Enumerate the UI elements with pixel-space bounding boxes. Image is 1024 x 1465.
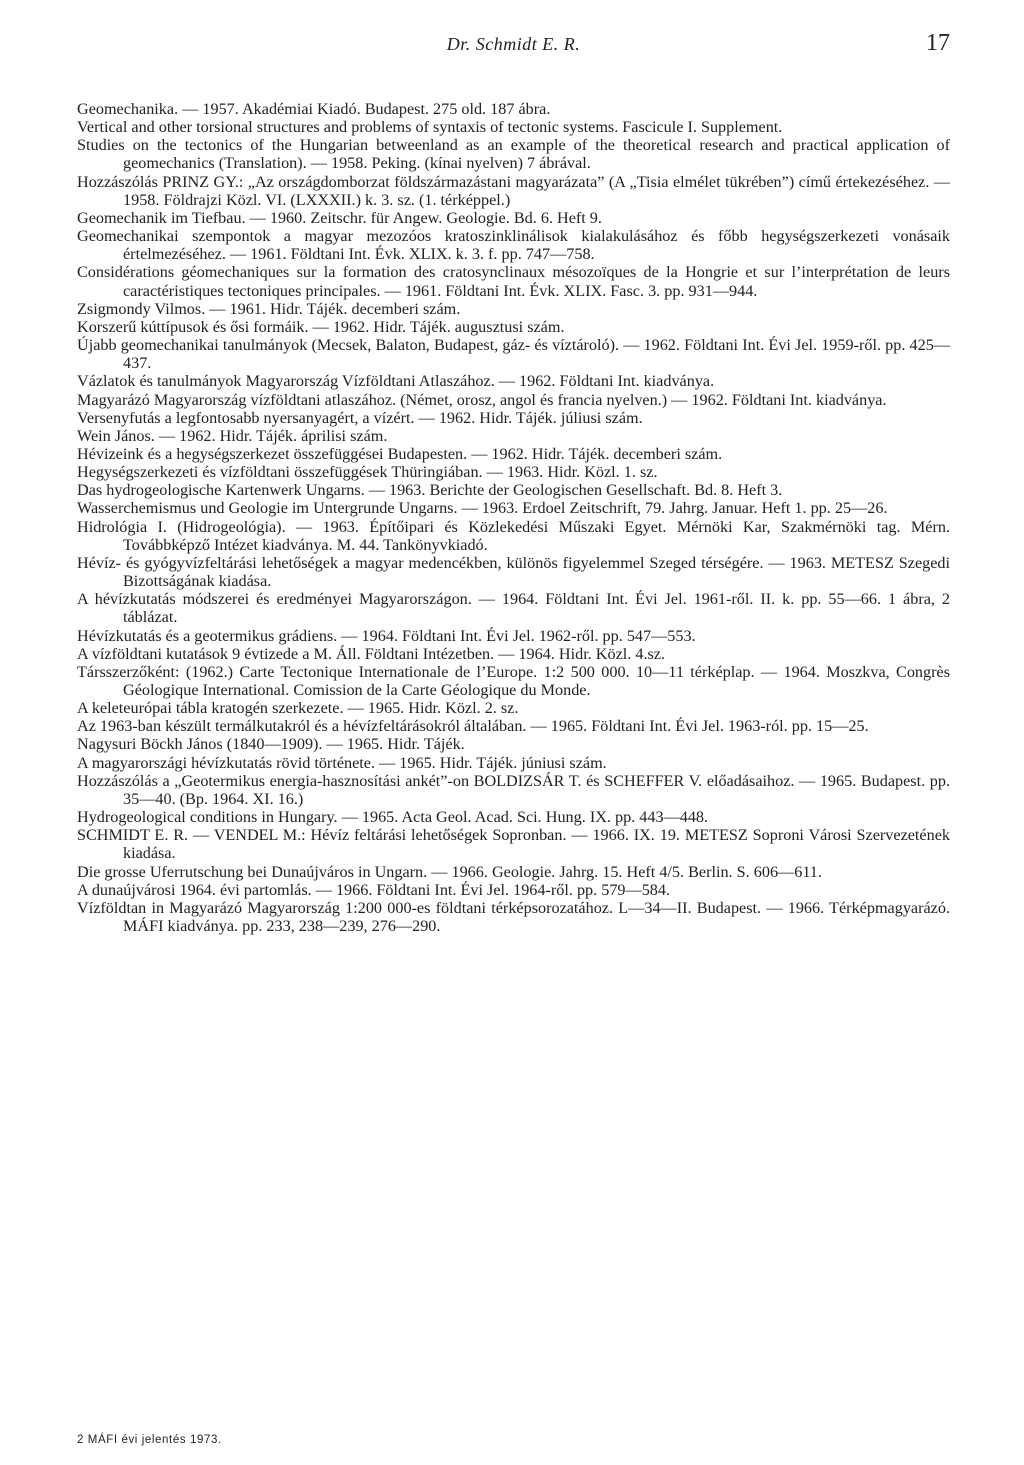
bibliography-entry: A hévízkutatás módszerei és eredményei Magyarországon. — 1964. Földtani Int. Évi Jel. 1961-ről. II. k. pp. 55—66. 1 ábra, 2 táblázat. <box>77 590 955 627</box>
bibliography-entry: A vízföldtani kutatások 9 évtizede a M. Áll. Földtani Intézetben. — 1964. Hidr. Közl. 4.sz. <box>77 644 666 663</box>
bibliography-entry: SCHMIDT E. R. — VENDEL M.: Hévíz feltárási lehetőségek Sopronban. — 1966. IX. 19. METESZ Soproni Városi Szervezetének kiadása. <box>77 826 955 863</box>
bibliography-entry: Hegységszerkezeti és vízföldtani összefüggések Thüringiában. — 1963. Hidr. Közl. 1. sz. <box>77 463 658 482</box>
page-number: 17 <box>926 30 950 56</box>
page-header <box>77 30 950 64</box>
bibliography-entry: Hozzászólás a „Geotermikus energia-hasznosítási ankét”-on BOLDIZSÁR T. és SCHEFFER V. előadásaihoz. — 1965. Budapest. pp. 35—40. (Bp. 1964. XI. 16.) <box>77 771 955 808</box>
bibliography-entry: Wasserchemismus und Geologie im Untergrunde Ungarns. — 1963. Erdoel Zeitschrift, 79. Jahrg. Januar. Heft 1. pp. 25—26. <box>77 499 888 518</box>
bibliography-entry: Hévíz- és gyógyvízfeltárási lehetőségek a magyar medencékben, különös figyelemmel Szeged térségére. — 1963. METESZ Szegedi Bizottságának kiadása. <box>77 553 955 591</box>
bibliography-entry: Geomechanik im Tiefbau. — 1960. Zeitschr. für Angew. Geologie. Bd. 6. Heft 9. <box>77 208 602 227</box>
bibliography-entry: Die grosse Uferrutschung bei Dunaújváros in Ungarn. — 1966. Geologie. Jahrg. 15. Heft 4/5. Berlin. S. 606—611. <box>77 862 822 881</box>
bibliography-entry: Vertical and other torsional structures and problems of syntaxis of tectonic systems. Fascicule I. Supplement. <box>77 118 783 137</box>
bibliography-entry: Magyarázó Magyarország vízföldtani atlaszához. (Német, orosz, angol és francia nyelven.) — 1962. Földtani Int. kiadványa. <box>77 390 887 409</box>
bibliography-entry: Considérations géomechaniques sur la formation des cratosynclinaux mésozoïques de la Hongrie et sur l’interprétation de leurs caractéristiques tectoniques principales. — 1961. Földtani Int. Évk. XLIX. Fasc. 3. pp. 931—944. <box>77 263 955 300</box>
bibliography-entry: Studies on the tectonics of the Hungarian betweenland as an example of the theoretical research and practical application of geomechanics (Translation). — 1958. Peking. (kínai nyelven) 7 ábrával. <box>77 136 955 173</box>
bibliography-entry: Hidrológia I. (Hidrogeológia). — 1963. Építőipari és Közlekedési Műszaki Egyet. Mérnöki Kar, Szakmérnöki tag. Mérn. Továbbképző Intézet kiadványa. M. 44. Tankönyvkiadó. <box>77 517 954 554</box>
bibliography-entry: Társszerzőként: (1962.) Carte Tectonique Internationale de l’Europe. 1:2 500 000. 10—11 térképlap. — 1964. Moszkva, Congrès Géologique International. Comission de la Carte Géologique du Monde. <box>77 662 955 699</box>
bibliography-entry: Zsigmondy Vilmos. — 1961. Hidr. Tájék. decemberi szám. <box>77 299 461 318</box>
bibliography-entry: Geomechanikai szempontok a magyar mezozóos kratoszinklinálisok kialakulásához és főbb hegységszerkezeti vonásaik értelmezéséhez. — 1961. Földtani Int. Évk. XLIX. k. 3. f. pp. 747—758. <box>77 227 955 264</box>
running-head: Dr. Schmidt E. R. <box>446 34 581 54</box>
bibliography-entry: Újabb geomechanikai tanulmányok (Mecsek, Balaton, Budapest, gáz- és víztároló). — 1962. Földtani Int. Évi Jel. 1959-ről. pp. 425—437. <box>77 336 950 373</box>
bibliography-entry: Hozzászólás PRINZ GY.: „Az országdomborzat földszármazástani magyarázata” (A „Tisia elmélet tükrében”) című értekezéséhez. — 1958. Földrajzi Közl. VI. (LXXXII.) k. 3. sz. (1. térképpel.) <box>77 172 955 209</box>
bibliography-entry: A keleteurópai tábla kratogén szerkezete. — 1965. Hidr. Közl. 2. sz. <box>77 699 519 718</box>
bibliography-entry: Versenyfutás a legfontosabb nyersanyagért, a vízért. — 1962. Hidr. Tájék. júliusi szám. <box>77 408 643 427</box>
bibliography-entry: Nagysuri Böckh János (1840—1909). — 1965. Hidr. Tájék. <box>77 735 465 754</box>
bibliography-entry: Vízföldtan in Magyarázó Magyarország 1:200 000-es földtani térképsorozatához. L—34—II. Budapest. — 1966. Térképmagyarázó. MÁFI kiadványa. pp. 233, 238—239, 276—290. <box>77 898 955 936</box>
bibliography-entry: Hydrogeological conditions in Hungary. — 1965. Acta Geol. Acad. Sci. Hung. IX. pp. 443—448. <box>77 808 709 827</box>
bibliography-entry: Korszerű kúttípusok és ősi formáik. — 1962. Hidr. Tájék. augusztusi szám. <box>77 317 565 336</box>
bibliography-entry: Hévizeink és a hegységszerkezet összefüggései Budapesten. — 1962. Hidr. Tájék. decemberi szám. <box>77 444 723 463</box>
bibliography-entry: Hévízkutatás és a geotermikus grádiens. — 1964. Földtani Int. Évi Jel. 1962-ről. pp. 547—553. <box>77 626 696 645</box>
bibliography-entry: Wein János. — 1962. Hidr. Tájék. áprilisi szám. <box>77 426 388 445</box>
bibliography-entry: A magyarországi hévízkutatás rövid története. — 1965. Hidr. Tájék. júniusi szám. <box>77 753 607 772</box>
footnote: 2 MÁFI évi jelentés 1973. <box>77 1434 222 1446</box>
bibliography-entry: A dunaújvárosi 1964. évi partomlás. — 1966. Földtani Int. Évi Jel. 1964-ről. pp. 579—584. <box>77 880 671 899</box>
bibliography-list <box>77 100 955 936</box>
bibliography-entry: Geomechanika. — 1957. Akadémiai Kiadó. Budapest. 275 old. 187 ábra. <box>77 100 551 118</box>
bibliography-entry: Az 1963-ban készült termálkutakról és a hévízfeltárásokról általában. — 1965. Földtani Int. Évi Jel. 1963-ról. pp. 15—25. <box>77 717 869 736</box>
bibliography-entry: Das hydrogeologische Kartenwerk Ungarns. — 1963. Berichte der Geologischen Gesellschaft. Bd. 8. Heft 3. <box>77 481 783 500</box>
bibliography-entry: Vázlatok és tanulmányok Magyarország Vízföldtani Atlaszához. — 1962. Földtani Int. kiadványa. <box>77 372 715 391</box>
